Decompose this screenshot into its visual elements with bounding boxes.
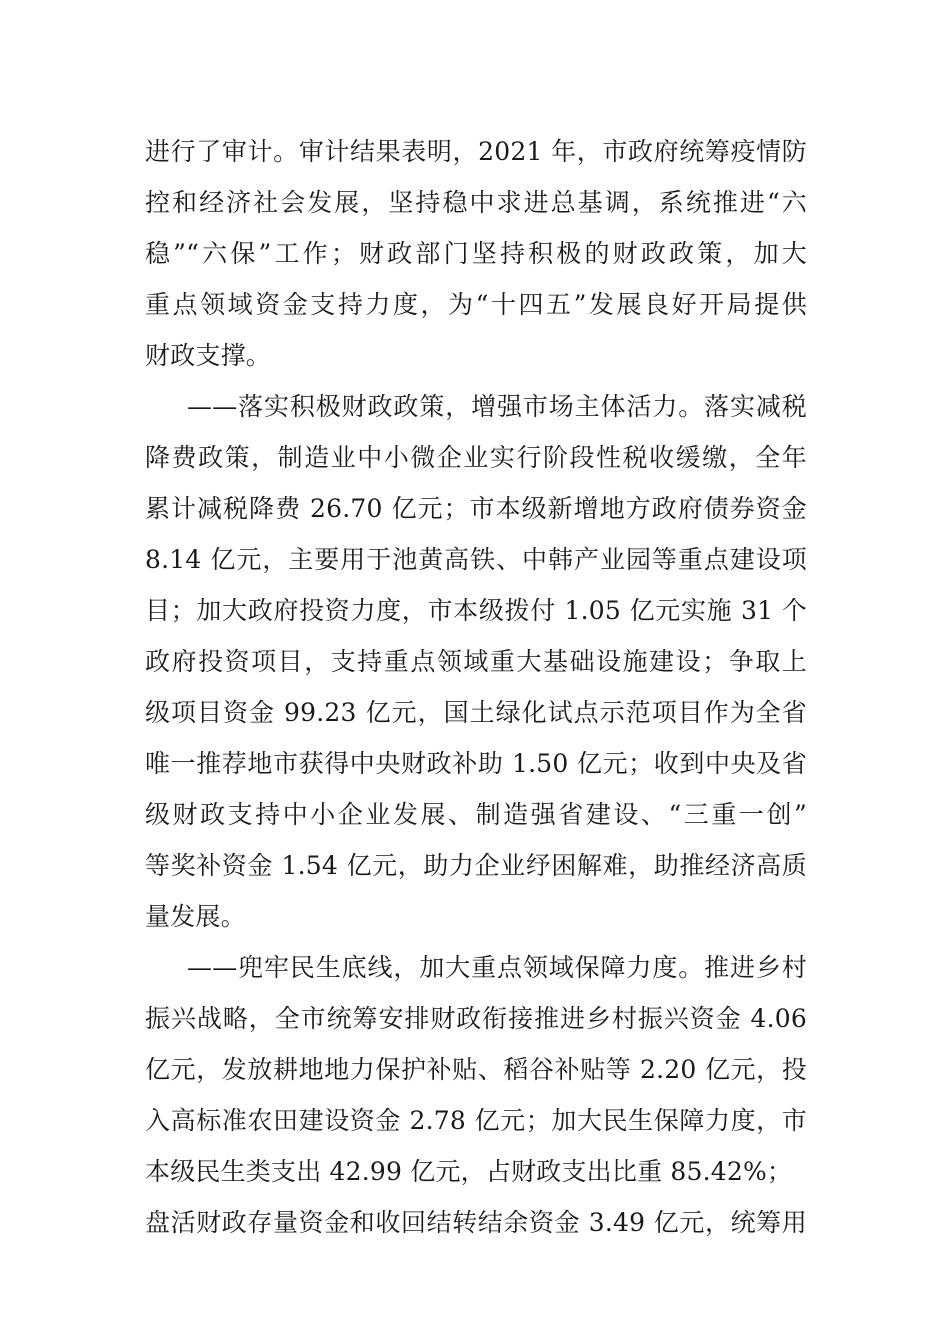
text-line: 目；加大政府投资力度，市本级拨付 1.05 亿元实施 31 个 <box>145 596 807 625</box>
text-line: 累计减税降费 26.70 亿元；市本级新增地方政府债券资金 <box>145 494 807 523</box>
paragraph-intro <box>145 126 807 381</box>
text-line: 降费政策，制造业中小微企业实行阶段性税收缓缴，全年 <box>145 443 807 472</box>
text-line: 等奖补资金 1.54 亿元，助力企业纾困解难，助推经济高质 <box>145 851 807 880</box>
paragraph-fiscal-policy <box>145 381 807 942</box>
text-line: 振兴战略，全市统筹安排财政衔接推进乡村振兴资金 4.06 <box>145 1004 807 1033</box>
text-line: 本级民生类支出 42.99 亿元，占财政支出比重 85.42%； <box>145 1157 793 1186</box>
document-body <box>145 126 807 1248</box>
text-line: ——兜牢民生底线，加大重点领域保障力度。推进乡村 <box>187 953 807 982</box>
text-line: 控和经济社会发展，坚持稳中求进总基调，系统推进“六 <box>145 188 807 217</box>
text-line: 财政支撑。 <box>145 341 272 370</box>
text-line: 唯一推荐地市获得中央财政补助 1.50 亿元；收到中央及省 <box>145 749 807 778</box>
paragraph-livelihood <box>145 942 807 1248</box>
text-line: 稳”“六保”工作；财政部门坚持积极的财政政策，加大 <box>145 239 807 268</box>
text-line: 进行了审计。审计结果表明，2021 年，市政府统筹疫情防 <box>145 137 807 166</box>
text-line: 重点领域资金支持力度，为“十四五”发展良好开局提供 <box>145 290 807 319</box>
text-line: 量发展。 <box>145 902 246 931</box>
text-line: 级项目资金 99.23 亿元，国土绿化试点示范项目作为全省 <box>145 698 807 727</box>
text-line: ——落实积极财政政策，增强市场主体活力。落实减税 <box>187 392 807 421</box>
text-line: 盘活财政存量资金和收回结转结余资金 3.49 亿元，统筹用 <box>145 1208 807 1237</box>
text-line: 8.14 亿元，主要用于池黄高铁、中韩产业园等重点建设项 <box>145 545 807 574</box>
text-line: 级财政支持中小企业发展、制造强省建设、“三重一创” <box>145 800 807 829</box>
text-line: 亿元，发放耕地地力保护补贴、稻谷补贴等 2.20 亿元，投 <box>145 1055 807 1084</box>
text-line: 政府投资项目，支持重点领域重大基础设施建设；争取上 <box>145 647 807 676</box>
text-line: 入高标准农田建设资金 2.78 亿元；加大民生保障力度，市 <box>145 1106 807 1135</box>
